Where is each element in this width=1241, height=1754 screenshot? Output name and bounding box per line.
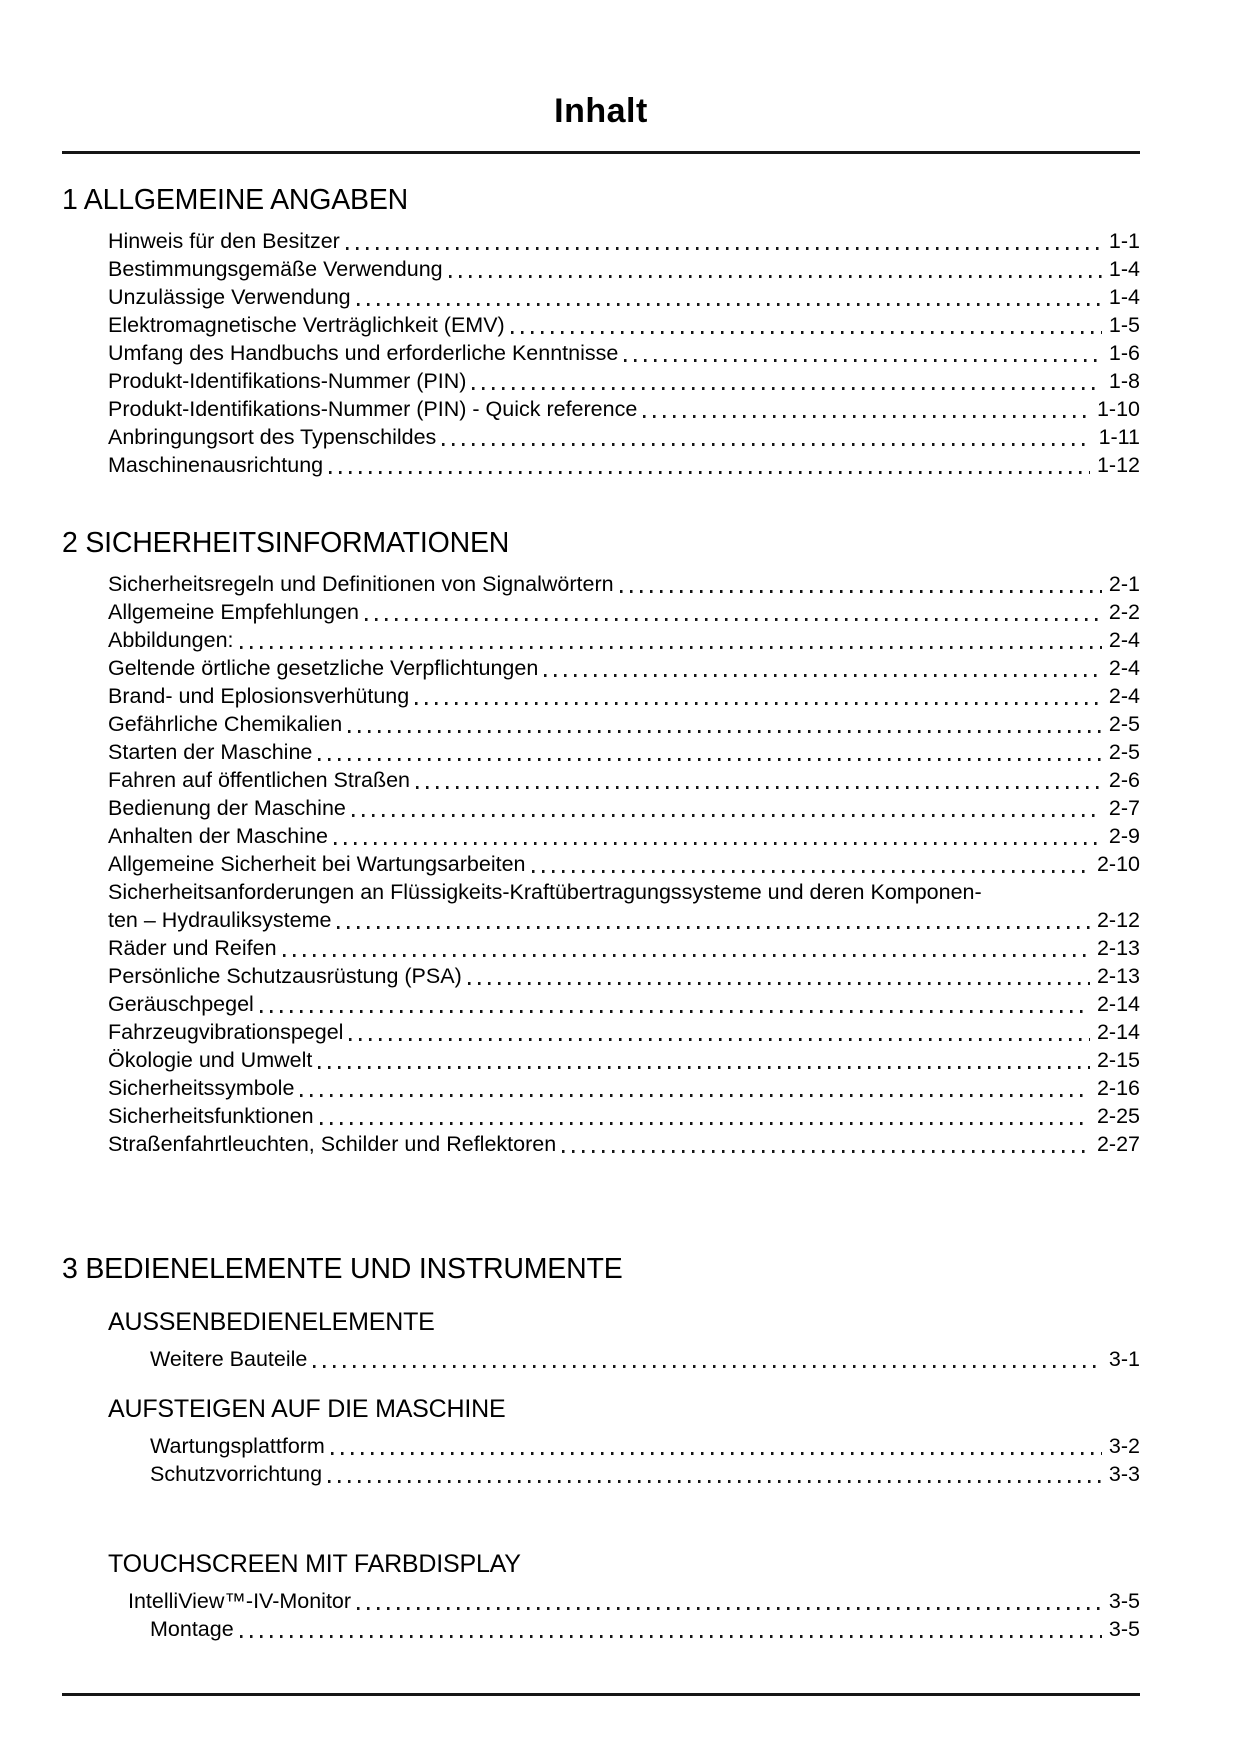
dot-leader [240, 646, 1102, 649]
dot-leader [331, 1452, 1102, 1455]
toc-entry-label: Gefährliche Chemikalien [108, 712, 343, 736]
toc-entry-label: Allgemeine Empfehlungen [108, 600, 359, 624]
toc-entry-page: 1-4 [1108, 285, 1140, 309]
toc-entry-label: Geräuschpegel [108, 992, 254, 1016]
chapter-heading: 2 SICHERHEITSINFORMATIONEN [62, 527, 510, 559]
toc-entry-page: 1-6 [1108, 341, 1140, 365]
toc-section [62, 184, 1140, 479]
footer-rule [62, 1693, 1140, 1696]
toc-section [62, 527, 1140, 1158]
dot-leader [511, 331, 1102, 334]
toc-entry-page: 3-5 [1108, 1617, 1140, 1641]
dot-leader [352, 814, 1102, 817]
dot-leader [346, 247, 1102, 250]
toc-entry-page: 1-10 [1096, 397, 1140, 421]
toc-entry-page: 2-4 [1108, 684, 1140, 708]
dot-leader [329, 471, 1090, 474]
toc-entry-label: Ökologie und Umwelt [108, 1048, 313, 1072]
toc-entry-label: Geltende örtliche gesetzliche Verpflichtungen [108, 656, 539, 680]
toc-entry-page: 1-1 [1108, 229, 1140, 253]
toc-entry [62, 1130, 1140, 1158]
toc-entry [62, 654, 1140, 682]
dot-leader [357, 303, 1102, 306]
toc-entry-label: Montage [150, 1617, 234, 1641]
toc-entry [62, 339, 1140, 367]
toc-entry-label: Bestimmungsgemäße Verwendung [108, 257, 443, 281]
dot-leader [416, 786, 1102, 789]
toc-entry-label: Elektromagnetische Verträglichkeit (EMV) [108, 313, 505, 337]
page-title: Inhalt [554, 92, 648, 130]
toc-entry-page: 1-11 [1098, 425, 1140, 449]
toc-entry-label: Starten der Maschine [108, 740, 313, 764]
toc-entry [62, 1074, 1140, 1102]
toc-entry-label: Fahrzeugvibrationspegel [108, 1020, 344, 1044]
toc-entry [62, 1046, 1140, 1074]
dot-leader [337, 926, 1090, 929]
toc-entry-label: Sicherheitsfunktionen [108, 1104, 314, 1128]
toc-entry [62, 283, 1140, 311]
toc-entry-label: Persönliche Schutzausrüstung (PSA) [108, 964, 462, 988]
toc-entry [62, 1345, 1140, 1373]
dot-leader [472, 387, 1101, 390]
dot-leader [449, 275, 1102, 278]
table-of-contents [62, 184, 1140, 1643]
dot-leader [318, 758, 1102, 761]
dot-leader [260, 1010, 1090, 1013]
toc-entry-label: IntelliView™-IV-Monitor [128, 1589, 352, 1613]
toc-entry-label: Schutzvorrichtung [150, 1462, 323, 1486]
dot-leader [365, 618, 1102, 621]
toc-entry [62, 766, 1140, 794]
toc-entry-page: 2-6 [1108, 768, 1140, 792]
dot-leader [328, 1480, 1102, 1483]
dot-leader [348, 730, 1102, 733]
toc-entry-page: 3-3 [1108, 1462, 1140, 1486]
dot-leader [562, 1150, 1090, 1153]
toc-entry [62, 227, 1140, 255]
dot-leader [544, 674, 1102, 677]
toc-entry-label: Anbringungsort des Typenschildes [108, 425, 437, 449]
toc-entry [62, 626, 1140, 654]
toc-entry [62, 1587, 1140, 1615]
dot-leader [300, 1094, 1090, 1097]
toc-entry-page: 2-5 [1108, 740, 1140, 764]
toc-entry-label: Produkt-Identifikations-Nummer (PIN) [108, 369, 467, 393]
toc-entry [62, 794, 1140, 822]
chapter-heading: 1 ALLGEMEINE ANGABEN [62, 184, 409, 216]
subsection-heading: TOUCHSCREEN MIT FARBDISPLAY [108, 1550, 521, 1578]
toc-entry [62, 906, 1140, 934]
dot-leader [318, 1066, 1090, 1069]
toc-entry [62, 962, 1140, 990]
toc-entry-page: 3-2 [1108, 1434, 1140, 1458]
toc-entry-page: 2-27 [1096, 1132, 1140, 1156]
toc-entry-label: Maschinenausrichtung [108, 453, 324, 477]
toc-entry-label: Räder und Reifen [108, 936, 277, 960]
toc-entry-label: Sicherheitssymbole [108, 1076, 295, 1100]
toc-entry-page: 2-25 [1096, 1104, 1140, 1128]
toc-entry-page: 1-5 [1108, 313, 1140, 337]
toc-entry-label: Produkt-Identifikations-Nummer (PIN) - Quick reference [108, 397, 638, 421]
chapter-heading: 3 BEDIENELEMENTE UND INSTRUMENTE [62, 1253, 623, 1285]
toc-entry-page: 2-14 [1096, 1020, 1140, 1044]
toc-entry [62, 1615, 1140, 1643]
toc-entry [62, 990, 1140, 1018]
toc-entry-page: 1-4 [1108, 257, 1140, 281]
toc-entry-page: 2-4 [1108, 628, 1140, 652]
toc-entry [62, 451, 1140, 479]
dot-leader [643, 415, 1090, 418]
toc-entry-page: 2-10 [1096, 852, 1140, 876]
toc-entry-page: 2-14 [1096, 992, 1140, 1016]
toc-entry-page: 1-8 [1108, 369, 1140, 393]
toc-entry [62, 1432, 1140, 1460]
dot-leader [442, 443, 1091, 446]
toc-entry-label: Brand- und Eplosionsverhütung [108, 684, 410, 708]
toc-entry-label: Umfang des Handbuchs und erforderliche Kenntnisse [108, 341, 619, 365]
toc-entry-label: Bedienung der Maschine [108, 796, 346, 820]
toc-entry [62, 850, 1140, 878]
toc-entry [62, 598, 1140, 626]
document-page [62, 0, 1140, 1643]
toc-entry-page: 2-4 [1108, 656, 1140, 680]
toc-entry-label: Wartungsplattform [150, 1434, 325, 1458]
toc-entry-label: Sicherheitsregeln und Definitionen von Signalwörtern [108, 572, 614, 596]
toc-entry-label: Hinweis für den Besitzer [108, 229, 340, 253]
toc-entry-page: 2-7 [1108, 796, 1140, 820]
dot-leader [620, 590, 1102, 593]
toc-entry [62, 255, 1140, 283]
dot-leader [415, 702, 1102, 705]
toc-entry-label: Anhalten der Maschine [108, 824, 328, 848]
toc-entry [62, 395, 1140, 423]
toc-entry [62, 1460, 1140, 1488]
toc-entry-page: 1-12 [1096, 453, 1140, 477]
toc-entry-page: 2-13 [1096, 964, 1140, 988]
toc-entry [62, 311, 1140, 339]
dot-leader [320, 1122, 1090, 1125]
toc-entry [62, 822, 1140, 850]
subsection-heading: AUSSENBEDIENELEMENTE [108, 1308, 435, 1336]
toc-entry [62, 423, 1140, 451]
toc-entry-page: 2-5 [1108, 712, 1140, 736]
toc-entry [62, 710, 1140, 738]
toc-entry [62, 934, 1140, 962]
dot-leader [532, 870, 1090, 873]
toc-entry-label: Unzulässige Verwendung [108, 285, 351, 309]
toc-entry-page: 2-16 [1096, 1076, 1140, 1100]
toc-entry [62, 570, 1140, 598]
toc-entry [62, 682, 1140, 710]
dot-leader [334, 842, 1102, 845]
dot-leader [313, 1365, 1102, 1368]
toc-entry [62, 1018, 1140, 1046]
toc-entry-page: 2-1 [1108, 572, 1140, 596]
toc-section [62, 1253, 1140, 1643]
dot-leader [240, 1635, 1102, 1638]
toc-entry [62, 1102, 1140, 1130]
toc-entry-page: 2-13 [1096, 936, 1140, 960]
toc-entry-label: Straßenfahrtleuchten, Schilder und Reflektoren [108, 1132, 557, 1156]
toc-entry [62, 738, 1140, 766]
dot-leader [349, 1038, 1090, 1041]
toc-entry [62, 878, 1140, 906]
dot-leader [468, 982, 1090, 985]
toc-entry-label: Weitere Bauteile [150, 1347, 308, 1371]
toc-entry-label: ten – Hydrauliksysteme [108, 908, 332, 932]
toc-entry-label: Abbildungen: [108, 628, 234, 652]
title-rule [62, 151, 1140, 154]
toc-entry-page: 3-5 [1108, 1589, 1140, 1613]
toc-entry [62, 367, 1140, 395]
toc-entry-page: 2-15 [1096, 1048, 1140, 1072]
toc-entry-label: Allgemeine Sicherheit bei Wartungsarbeiten [108, 852, 526, 876]
dot-leader [283, 954, 1090, 957]
dot-leader [624, 359, 1102, 362]
toc-entry-label: Fahren auf öffentlichen Straßen [108, 768, 410, 792]
dot-leader [357, 1607, 1102, 1610]
toc-entry-page: 2-9 [1108, 824, 1140, 848]
toc-entry-page: 3-1 [1108, 1347, 1140, 1371]
toc-entry-page: 2-2 [1108, 600, 1140, 624]
subsection-heading: AUFSTEIGEN AUF DIE MASCHINE [108, 1395, 506, 1423]
toc-entry-label: Sicherheitsanforderungen an Flüssigkeits-Kraftübertragungssysteme und deren Komponen- [108, 880, 982, 904]
toc-entry-page: 2-12 [1096, 908, 1140, 932]
